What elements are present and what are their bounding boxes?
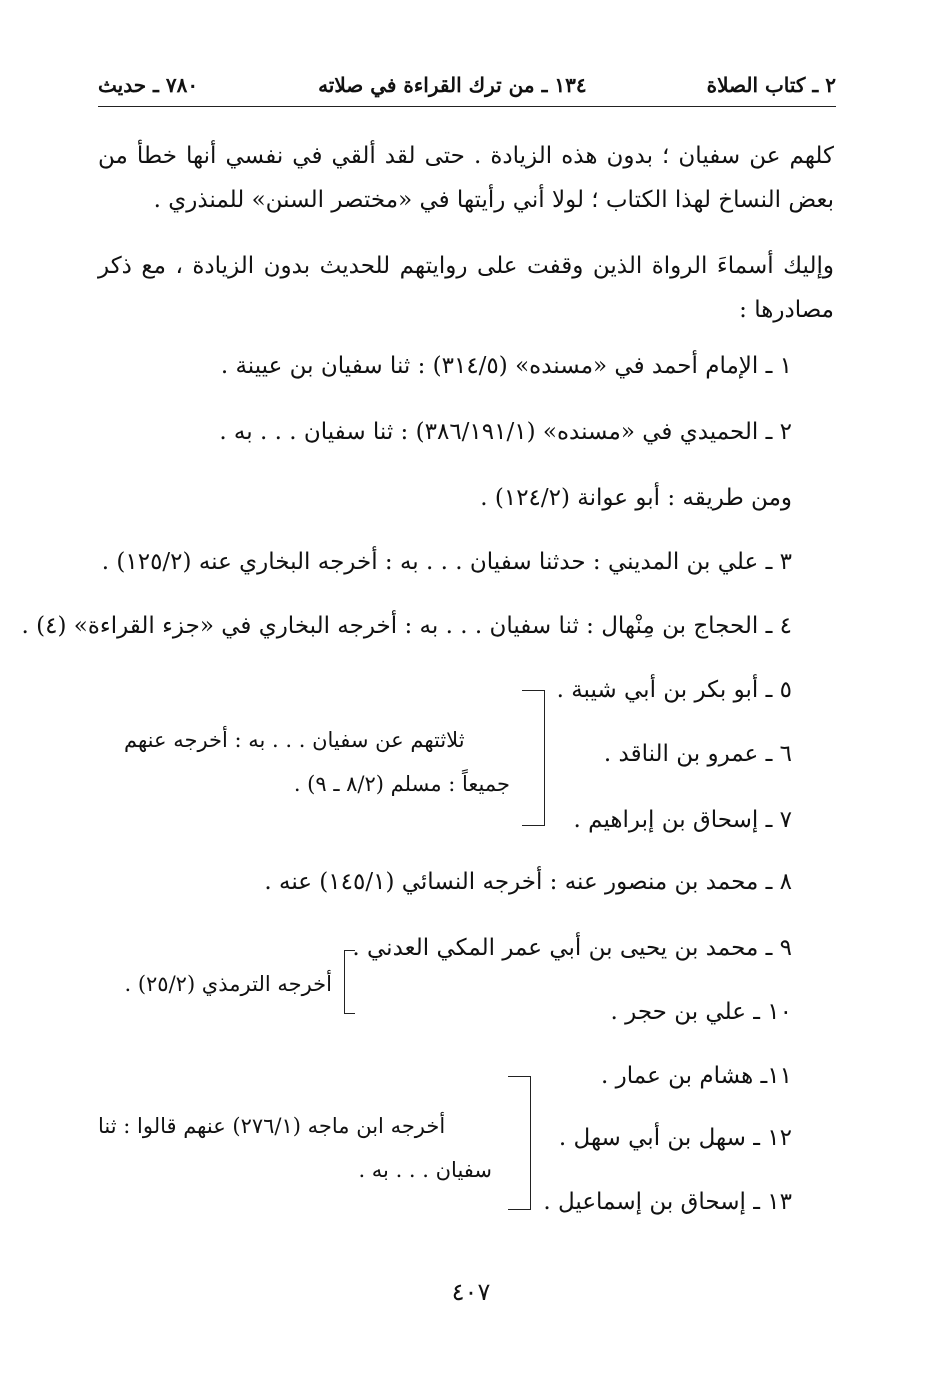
list-item-4: ٤ ـ الحجاج بن مِنْهال : ثنا سفيان . . . به : أخرجه البخاري في «جزء القراءة» (٤) . bbox=[21, 613, 792, 639]
group-3-bracket bbox=[508, 1076, 531, 1210]
group-1-bracket bbox=[522, 690, 545, 826]
list-item-5: ٥ ـ أبو بكر بن أبي شيبة . bbox=[556, 677, 792, 703]
list-item-10: ١٠ ـ علي بن حجر . bbox=[610, 999, 792, 1025]
list-item-2: ٢ ـ الحميدي في «مسنده» (٣٨٦/١٩١/١) : ثنا سفيان . . . به . bbox=[219, 419, 792, 445]
page-number: ٤٠٧ bbox=[451, 1278, 491, 1306]
list-item-11: ١١ـ هشام بن عمار . bbox=[601, 1063, 792, 1089]
header-hadith: ٧٨٠ ـ حديث bbox=[98, 73, 199, 97]
header-section: ١٣٤ ـ من ترك القراءة في صلاته bbox=[318, 73, 587, 97]
running-header bbox=[98, 68, 836, 102]
header-chapter: ٢ ـ كتاب الصلاة bbox=[706, 73, 836, 97]
list-item-3: ٣ ـ علي بن المديني : حدثنا سفيان . . . به : أخرجه البخاري عنه (١٢٥/٢) . bbox=[101, 549, 792, 575]
group-1-line-1: ثلاثتهم عن سفيان . . . به : أخرجه عنهم bbox=[124, 728, 465, 752]
list-item-1: ١ ـ الإمام أحمد في «مسنده» (٣١٤/٥) : ثنا سفيان بن عيينة . bbox=[220, 353, 792, 379]
list-item-7: ٧ ـ إسحاق بن إبراهيم . bbox=[573, 807, 792, 833]
list-item-6: ٦ ـ عمرو بن الناقد . bbox=[603, 741, 792, 767]
list-item-8: ٨ ـ محمد بن منصور عنه : أخرجه النسائي (١٤٥/١) عنه . bbox=[264, 869, 792, 895]
paragraph-1: كلهم عن سفيان ؛ بدون هذه الزيادة . حتى لقد ألقي في نفسي أنها خطأ من بعض النساخ لهذا الكتاب ؛ لولا أني رأيتها في «مختصر السنن» للمنذري . bbox=[98, 143, 834, 213]
paragraph-2: وإليك أسماءَ الرواة الذين وقفت على روايتهم للحديث بدون الزيادة ، مع ذكر مصادرها : bbox=[98, 253, 834, 323]
group-2-note: أخرجه الترمذي (٢٥/٢) . bbox=[124, 972, 332, 996]
group-3-line-2: سفيان . . . به . bbox=[358, 1158, 492, 1182]
header-rule bbox=[98, 106, 836, 107]
list-item-9: ٩ ـ محمد بن يحيى بن أبي عمر المكي العدني . bbox=[352, 935, 792, 961]
list-item-2-note: ومن طريقه : أبو عوانة (١٢٤/٢) . bbox=[480, 485, 792, 511]
group-1-line-2: جميعاً : مسلم (٨/٢ ـ ٩) . bbox=[293, 772, 510, 796]
group-2-bracket bbox=[344, 950, 355, 1014]
group-3-line-1: أخرجه ابن ماجه (٢٧٦/١) عنهم قالوا : ثنا bbox=[98, 1114, 446, 1138]
list-item-13: ١٣ ـ إسحاق بن إسماعيل . bbox=[543, 1189, 792, 1215]
list-item-12: ١٢ ـ سهل بن أبي سهل . bbox=[558, 1125, 792, 1151]
